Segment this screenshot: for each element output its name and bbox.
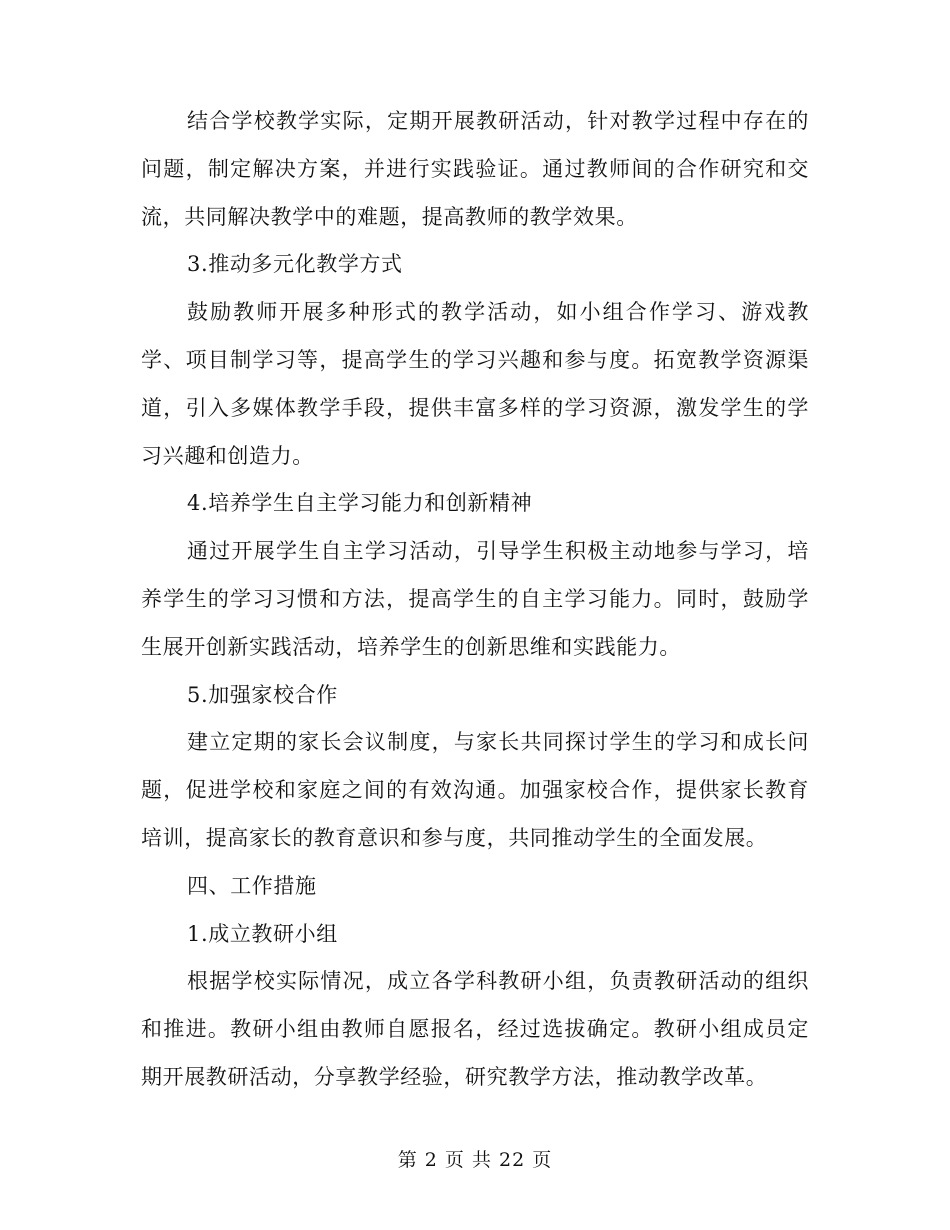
paragraph-teaching-research: 结合学校教学实际，定期开展教研活动，针对教学过程中存在的问题，制定解决方案，并进行实践验证。通过教师间的合作研究和交流，共同解决教学中的难题，提高教师的教学效果。 [141, 109, 809, 229]
section-heading-autonomous-learning: 4.培养学生自主学习能力和创新精神 [187, 491, 533, 516]
section-heading-home-school: 5.加强家校合作 [187, 682, 338, 707]
paragraph-research-group: 根据学校实际情况，成立各学科教研小组，负责教研活动的组织和推进。教研小组由教师自愿报名，经过选拔确定。教研小组成员定期开展教研活动，分享教学经验，研究教学方法，推动教学改革。 [141, 969, 809, 1089]
page-number-footer: 第 2 页 共 22 页 [397, 1149, 553, 1171]
section-heading-research-group: 1.成立教研小组 [187, 921, 338, 946]
paragraph-home-school: 建立定期的家长会议制度，与家长共同探讨学生的学习和成长问题，促进学校和家庭之间的有效沟通。加强家校合作，提供家长教育培训，提高家长的教育意识和参与度，共同推动学生的全面发展。 [141, 730, 809, 850]
chapter-heading-work-measures: 四、工作措施 [187, 873, 317, 898]
section-heading-diversified-teaching: 3.推动多元化教学方式 [187, 252, 403, 277]
document-body [141, 98, 809, 1102]
paragraph-diversified-teaching: 鼓励教师开展多种形式的教学活动，如小组合作学习、游戏教学、项目制学习等，提高学生的学习兴趣和参与度。拓宽教学资源渠道，引入多媒体教学手段，提供丰富多样的学习资源，激发学生的学习兴趣和创造力。 [141, 300, 809, 468]
paragraph-autonomous-learning: 通过开展学生自主学习活动，引导学生积极主动地参与学习，培养学生的学习习惯和方法，提高学生的自主学习能力。同时，鼓励学生展开创新实践活动，培养学生的创新思维和实践能力。 [141, 539, 809, 659]
